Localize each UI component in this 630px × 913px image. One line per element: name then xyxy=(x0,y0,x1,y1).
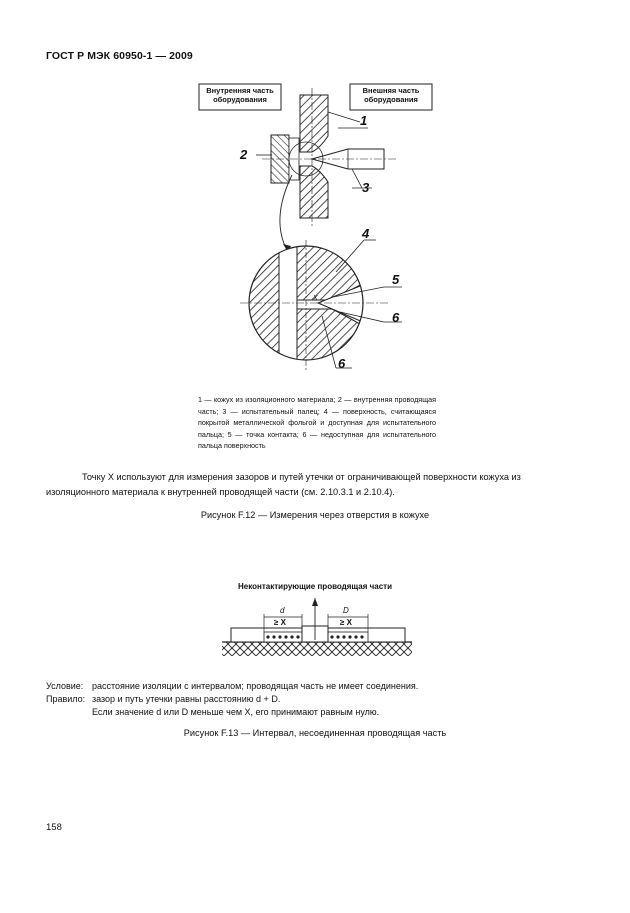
page-number: 158 xyxy=(46,822,62,833)
figure12-caption: Рисунок F.12 — Измерения через отверстия в кожухе xyxy=(200,510,430,520)
label-num-6b: 6 xyxy=(338,356,346,371)
label-ge-x-left: ≥ X xyxy=(274,618,286,627)
ground-hatching xyxy=(222,642,412,656)
figure13-caption: Рисунок F.13 — Интервал, несоединенная проводящая часть xyxy=(183,728,447,738)
label-num-3: 3 xyxy=(362,180,370,195)
rule-text-1: зазор и путь утечки равны расстоянию d + D. xyxy=(92,694,281,704)
condition-text: расстояние изоляции с интервалом; проводящая часть не имеет соединения. xyxy=(92,681,419,691)
condition-label: Условие: xyxy=(46,681,84,691)
label-d-large: D xyxy=(343,606,349,615)
rule-text-2: Если значение d или D меньше чем X, его принимают равным нулю. xyxy=(92,707,380,717)
label-num-1: 1 xyxy=(360,113,368,128)
label-num-4: 4 xyxy=(362,226,370,241)
label-num-5: 5 xyxy=(392,272,400,287)
label-x-point: X xyxy=(313,295,318,302)
label-num-6a: 6 xyxy=(392,310,400,325)
document-header: ГОСТ Р МЭК 60950-1 — 2009 xyxy=(46,50,193,62)
label-inner-part: Внутренняя часть оборудования xyxy=(206,86,274,104)
figure12-paragraph: Точку X используют для измерения зазоров и путей утечки от ограничивающей поверхности кожуха из изоляционного материала к внутренней проводящей части (см. 2.10.3.1 и 2.10.4). xyxy=(46,472,521,497)
label-d-small: d xyxy=(280,606,285,615)
figure13-conditions xyxy=(46,680,418,719)
figure13-title: Неконтактирующие проводящая части xyxy=(238,582,392,591)
label-outer-part: Внешняя часть оборудования xyxy=(362,86,420,104)
label-ge-x-right: ≥ X xyxy=(340,618,352,627)
figure12-legend: 1 — кожух из изоляционного материала; 2 — внутренняя проводящая часть; 3 — испытательный палец; 4 — поверхность, считающаяся покрытой металлической фольгой и доступная для испытательного пальца; 5 — точка контакта; 6 — недоступная для испытательного пальца поверхность xyxy=(198,395,436,451)
label-num-2: 2 xyxy=(240,147,248,162)
rule-label: Правило: xyxy=(46,694,86,704)
